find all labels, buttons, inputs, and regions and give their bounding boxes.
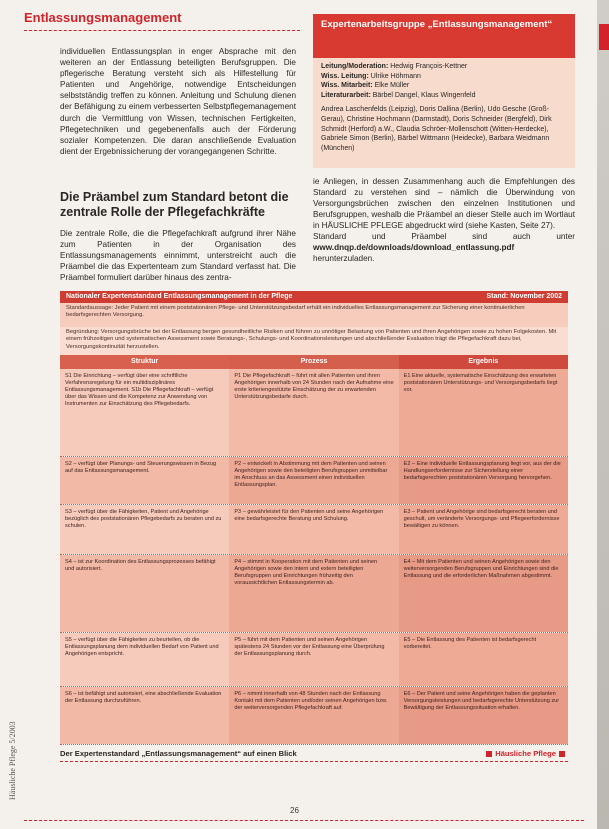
info-row xyxy=(321,91,567,101)
right-column-text xyxy=(313,176,575,264)
table-footer-divider xyxy=(60,761,568,762)
table-body xyxy=(60,369,568,745)
table-row xyxy=(60,457,568,505)
column-header-result: Ergebnis xyxy=(399,355,568,369)
edge-tab-marker xyxy=(599,24,609,50)
section-title: Entlassungsmanagement xyxy=(24,10,182,25)
table-title-bar xyxy=(60,291,568,303)
info-value: Hedwig François-Kettner xyxy=(390,63,468,70)
table-cell: E5 – Die Entlassung des Patienten ist bedarfsgerecht vorbereitet. xyxy=(399,633,568,686)
table-footer xyxy=(60,747,568,761)
page-number: 26 xyxy=(290,806,299,815)
download-link[interactable]: www.dnqp.de/downloads/download_entlassung.pdf xyxy=(313,243,515,252)
info-box-title: Expertenarbeitsgruppe „Entlassungsmanagement“ xyxy=(321,19,553,30)
table-row xyxy=(60,505,568,555)
right-paragraph: ie Anliegen, in dessen Zusammenhang auch die Empfehlungen des Standard zu verstehen sind – nämlich die Überwindung von Versorgungsbrüchen zwischen den einzelnen Institutionen und Berufsgruppen, weshalb die Präambel an dieser Stelle auch im Wortlaut in HÄUSLICHE PFLEGE abgedruckt wird (siehe Kasten, Seite 27). xyxy=(313,177,575,230)
table-cell: P5 – führt mit dem Patienten und seinen Angehörigen spätestens 24 Stunden vor der Entlassung eine Überprüfung der Entlassungsplanung durch. xyxy=(229,633,398,686)
column-header-process: Prozess xyxy=(229,355,398,369)
right-text-lead: Standard und Präambel sind auch unter xyxy=(313,232,575,241)
bottom-divider xyxy=(24,820,584,821)
table-cell: P2 – entwickelt in Abstimmung mit dem Patienten und seinen Angehörigen sowie den beteiligten Berufsgruppen unmittelbar im Anschluss an das Assessment einen individuellen Entlassungsplan. xyxy=(229,457,398,504)
side-label xyxy=(8,710,22,800)
info-label: Leitung/Moderation: xyxy=(321,63,389,70)
info-authors: Andrea Laschenfelds (Leipzig), Doris Dallina (Berlin), Udo Gesche (Groß-Gerau), Christine Hochmann (Darmstadt), Doris Schneider (Bergfeld), Dirk Schmidt (Herford) a.W., Claudia Schröer-Mollenschott (Witten-Herdecke), Gabriele Simon (Berlin), Bärbel Wittmann (Heidecke), Barbara Weidmann (München) xyxy=(321,106,552,152)
brand-square-icon xyxy=(559,751,565,757)
info-value: Bärbel Dangel, Klaus Wingenfeld xyxy=(372,91,476,99)
standard-table xyxy=(60,291,568,769)
table-column-headers xyxy=(60,355,568,369)
table-rationale: Begründung: Versorgungsbrüche bei der Entlassung bergen gesundheitliche Risiken und führen zu unnötiger Belastung von Patienten und ihren Angehörigen sowie zu hohen Folgekosten. Mit einem frühzeitigen und systematischen Assessment sowie Beratungs-, Schulungs- und Koordinationsleistungen und abschließender Evaluation trägt die Pflegefachkraft dazu bei, Versorgungskontinuität herzustellen. xyxy=(60,327,568,355)
table-cell: S6 – ist befähigt und autorisiert, eine abschließende Evaluation der Entlassung durchzuführen. xyxy=(60,687,229,744)
brand-text: Häusliche Pflege xyxy=(495,749,556,758)
left-column-intro xyxy=(60,46,296,157)
table-cell: S4 – ist zur Koordination des Entlassungsprozesses befähigt und autorisiert. xyxy=(60,555,229,632)
info-label: Wiss. Mitarbeit: xyxy=(321,82,373,90)
table-cell: P3 – gewährleistet für den Patienten und seine Angehörigen eine bedarfsgerechte Beratung und Schulung. xyxy=(229,505,398,554)
intro-paragraph: individuellen Entlassungsplan in enger Absprache mit den weiteren an der Entlassung beteiligten Berufsgruppen. Die pflegerische Beratung versteht sich als Hilfestellung für Patienten und Angehörige, notwendige Entscheidungen selbstständig treffen zu können. Anleitung und Schulung dienen der Befähigung zu einem verbesserten Selbstpflegemanagement durch die Vermittlung von Wissen, technischen Fertigkeiten, Pflegetechniken und gegebenenfalls auch der Förderung sozialer Kompetenzen. Die daran anschließende Evaluation dient der Ergebnissicherung der vorangegangenen Schritte. xyxy=(60,47,296,156)
page-edge xyxy=(597,0,609,829)
table-cell: S2 – verfügt über Planungs- und Steuerungswissen in Bezug auf das Entlassungsmanagement. xyxy=(60,457,229,504)
info-value: Ulrike Höhmann xyxy=(370,72,421,80)
table-row xyxy=(60,369,568,457)
table-footer-caption: Der Expertenstandard „Entlassungsmanagement“ auf einen Blick xyxy=(60,749,297,758)
table-cell: E2 – Eine individuelle Entlassungsplanung liegt vor, aus der die Handlungserfordernisse zur Sicherstellung einer bedarfsgerechten poststationären Versorgung hervorgehen. xyxy=(399,457,568,504)
info-row xyxy=(321,62,567,72)
table-cell: S1 Die Einrichtung – verfügt über eine schriftliche Verfahrensregelung für ein multidisziplinäres Entlassungsmanagement. S1b Die Pflegefachkraft – verfügt über das Wissen und die Kompetenz zur Anwendung von Instrumenten zur Einschätzung des Pflegebedarfs. xyxy=(60,369,229,456)
table-cell: E4 – Mit dem Patienten und seinen Angehörigen sowie den weiterversorgenden Berufsgruppen und Einrichtungen sind die Entlassung und die erforderlichen Maßnahmen abgestimmt. xyxy=(399,555,568,632)
info-label: Wiss. Leitung: xyxy=(321,72,369,80)
table-cell: S5 – verfügt über die Fähigkeiten zu beurteilen, ob die Entlassungsplanung dem individuellen Bedarf von Patient und Angehörigen entspricht. xyxy=(60,633,229,686)
table-cell: P6 – nimmt innerhalb von 48 Stunden nach der Entlassung Kontakt mit dem Patienten und/oder seinen Angehörigen bzw. der weiterversorgenden Pflegefachkraft auf. xyxy=(229,687,398,744)
table-cell: S3 – verfügt über die Fähigkeiten, Patient und Angehörige bezüglich des poststationären Pflegebedarfs zu beraten und zu schulen. xyxy=(60,505,229,554)
brand-square-icon xyxy=(486,751,492,757)
info-value: Elke Müller xyxy=(374,82,410,90)
left-column-body xyxy=(60,228,296,283)
table-cell: E6 – Der Patient und seine Angehörigen haben die geplanten Versorgungsleistungen und bedarfsgerechte Unterstützung zur Bewältigung der Entlassungssituation erhalten. xyxy=(399,687,568,744)
right-text-tail: herunterzuladen. xyxy=(313,254,375,263)
table-cell: E1 Eine aktuelle, systematische Einschätzung des erwarteten poststationären Unterstützungs- und Versorgungsbedarfs liegt vor. xyxy=(399,369,568,456)
right-paragraph-2 xyxy=(313,231,575,264)
body-paragraph: Die zentrale Rolle, die die Pflegefachkraft aufgrund ihrer Nähe zum Patienten in der Organisation des Entlassungsmanagements einnimmt, unterstreicht auch die Präambel die das Expertenteam zum Standard verfasst hat. Die Präambel formuliert darüber hinaus des zentra- xyxy=(60,229,296,282)
table-cell: P1 Die Pflegefachkraft – führt mit allen Patienten und ihren Angehörigen innerhalb von 24 Stunden nach der Aufnahme eine erste kriteriengestützte Einschätzung der zu erwartenden Unterstützungsbedarfe durch. xyxy=(229,369,398,456)
info-box-body xyxy=(313,58,575,168)
info-row xyxy=(321,72,567,82)
table-cell: E3 – Patient und Angehörige sind bedarfsgerecht beraten und geschult, um veränderte Versorgungs- und Pflegeerfordernisse bewältigen zu können. xyxy=(399,505,568,554)
header-divider xyxy=(24,30,300,31)
info-row xyxy=(321,81,567,91)
table-definition: Standardaussage: Jeder Patient mit einem poststationären Pflege- und Unterstützungsbedarf erhält ein individuelles Entlassungsmanagement zur Sicherung einer kontinuierlichen bedarfsgerechten Versorgung. xyxy=(60,303,568,327)
table-row xyxy=(60,633,568,687)
table-row xyxy=(60,687,568,745)
table-row xyxy=(60,555,568,633)
side-label-text: Häusliche Pflege 5/2003 xyxy=(8,721,17,800)
table-title: Nationaler Expertenstandard Entlassungsmanagement in der Pflege xyxy=(66,293,293,300)
column-header-structure: Struktur xyxy=(60,355,229,369)
table-stand: Stand: November 2002 xyxy=(486,293,562,300)
brand-label xyxy=(483,749,568,758)
info-label: Literaturarbeit: xyxy=(321,91,371,99)
section-heading: Die Präambel zum Standard betont die zentrale Rolle der Pflegefachkräfte xyxy=(60,190,289,219)
table-cell: P4 – stimmt in Kooperation mit dem Patienten und seinen Angehörigen sowie den intern und extern beteiligten Berufsgruppen und Einrichtungen frühzeitig den voraussichtlichen Entlassungstermin ab. xyxy=(229,555,398,632)
info-box-header xyxy=(313,14,575,58)
